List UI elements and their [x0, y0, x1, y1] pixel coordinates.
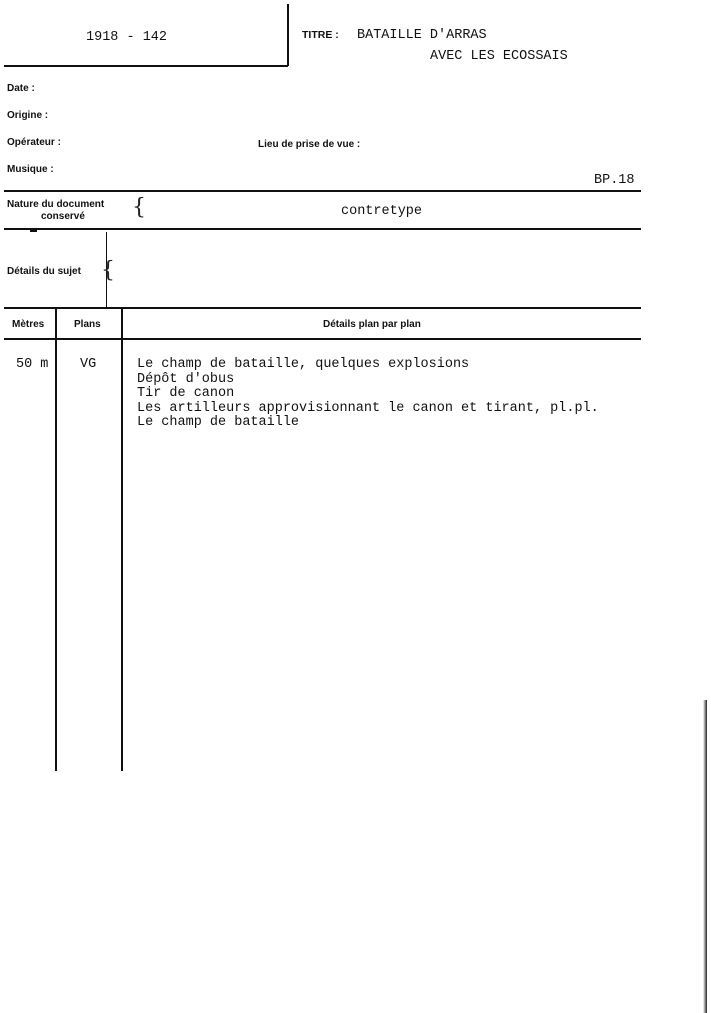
title-line-1: BATAILLE D'ARRAS	[357, 28, 487, 43]
shot-line: Le champ de bataille	[137, 415, 300, 430]
nature-top-rule	[4, 190, 641, 192]
shot-line: Dépôt d'obus	[137, 371, 235, 387]
nature-brace: {	[132, 195, 146, 220]
header-box-bottom	[4, 65, 288, 67]
film-reference: 1918 - 142	[86, 30, 168, 45]
details-sujet-label: Détails du sujet	[7, 266, 81, 277]
shot-line: Le champ de bataille, quelques explosions	[137, 357, 470, 372]
sujet-brace: {	[101, 258, 115, 283]
nature-bottom-rule	[4, 228, 641, 230]
plans-value: VG	[80, 357, 97, 372]
nature-label-line-1: Nature du document	[7, 199, 105, 210]
nature-label-line-2: conservé	[41, 211, 85, 222]
col-header-plans: Plans	[74, 319, 101, 330]
table-header-rule	[4, 338, 641, 340]
date-label: Date :	[7, 83, 35, 94]
col-header-details: Détails plan par plan	[323, 319, 421, 330]
origine-label: Origine :	[7, 110, 49, 121]
shot-line: Tir de canon	[137, 386, 235, 401]
nature-value: contretype	[341, 204, 423, 219]
title-label: TITRE :	[302, 29, 339, 41]
title-line-2: AVEC LES ECOSSAIS	[430, 49, 568, 64]
metres-value: 50 m	[16, 357, 49, 372]
shot-line: Les artilleurs approvisionnant le canon et tirant, pl.pl.	[137, 400, 599, 416]
lieu-label: Lieu de prise de vue :	[258, 139, 361, 150]
col-header-metres: Mètres	[12, 319, 45, 330]
table-top-rule	[4, 307, 641, 309]
musique-label: Musique :	[7, 164, 54, 175]
nature-rule-mark	[30, 229, 37, 232]
page-edge-shadow	[703, 700, 707, 1013]
archive-code: BP.18	[594, 173, 635, 188]
column-divider-1	[55, 309, 57, 771]
column-divider-2	[121, 309, 123, 771]
operateur-label: Opérateur :	[7, 137, 61, 148]
shot-list	[137, 358, 599, 431]
header-box-divider	[287, 4, 289, 66]
